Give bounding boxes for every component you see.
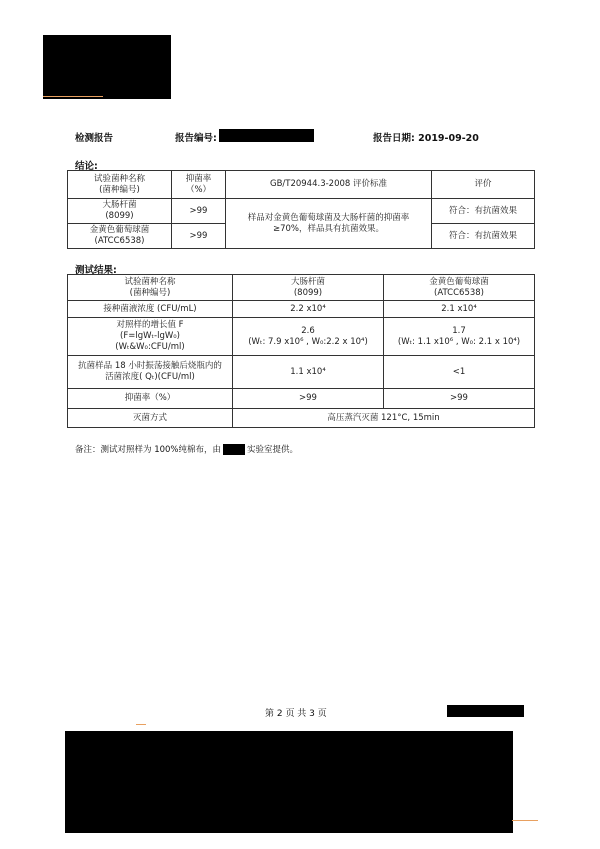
table-row-rate: >99 [172,224,226,249]
page-number: 第 2 页 共 3 页 [265,709,327,719]
row-value: <1 [384,356,535,389]
report-title: 检测报告 [75,133,114,144]
conclusion-title: 结论: [75,161,98,172]
divider-line [512,820,538,821]
header-strain: 试验菌种名称 (菌种编号) [68,171,172,199]
results-title: 测试结果: [75,265,117,276]
table-row-rate: >99 [172,199,226,224]
redacted-report-number [219,129,314,142]
row-value: 1.7 (Wₜ: 1.1 x10⁶ , W₀: 2.1 x 10⁴) [384,318,535,356]
table-row-strain: 大肠杆菌 (8099) [68,199,172,224]
header-col2: 金黄色葡萄球菌 (ATCC6538) [384,275,535,301]
row-value: 2.6 (Wₜ: 7.9 x10⁶ , W₀:2.2 x 10⁴) [233,318,384,356]
redacted-logo [43,35,171,99]
divider-line [136,724,146,725]
sterilization-label: 灭菌方式 [68,409,233,428]
note-suffix: 实验室提供。 [247,445,299,455]
row-value: 2.1 x10⁴ [384,301,535,318]
table-row-eval: 符合：有抗菌效果 [432,224,535,249]
conclusion-table [67,170,535,249]
row-label: 接种菌液浓度 (CFU/mL) [68,301,233,318]
redacted-footer-block [65,731,513,833]
row-value: 2.2 x10⁴ [233,301,384,318]
table-row-strain: 金黄色葡萄球菌 (ATCC6538) [68,224,172,249]
header-strain: 试验菌种名称 (菌种编号) [68,275,233,301]
header-col1: 大肠杆菌 (8099) [233,275,384,301]
row-label: 对照样的增长值 F (F=lgWₜ-lgW₀) (Wₜ&W₀:CFU/ml) [68,318,233,356]
header-rate: 抑菌率 （%） [172,171,226,199]
report-date: 报告日期: 2019-09-20 [373,133,479,144]
header-eval: 评价 [432,171,535,199]
row-label: 抑菌率（%） [68,389,233,409]
divider-line [43,96,103,97]
table-row-eval: 符合：有抗菌效果 [432,199,535,224]
header-standard: GB/T20944.3-2008 评价标准 [226,171,432,199]
redacted-footer-code [447,705,524,717]
row-value: >99 [233,389,384,409]
row-value: 1.1 x10⁴ [233,356,384,389]
row-value: >99 [384,389,535,409]
standard-text: 样品对金黄色葡萄球菌及大肠杆菌的抑菌率 ≥70%，样品具有抗菌效果。 [226,199,432,249]
report-number-label: 报告编号: [175,133,217,144]
note-prefix: 备注：测试对照样为 100%纯棉布，由 [75,445,222,455]
sterilization-value: 高压蒸汽灭菌 121°C, 15min [233,409,535,428]
results-table [67,274,535,428]
redacted-lab-name [223,444,245,455]
row-label: 抗菌样品 18 小时振荡接触后烧瓶内的 活菌浓度( Qₜ)(CFU/ml) [68,356,233,389]
note [75,443,298,455]
